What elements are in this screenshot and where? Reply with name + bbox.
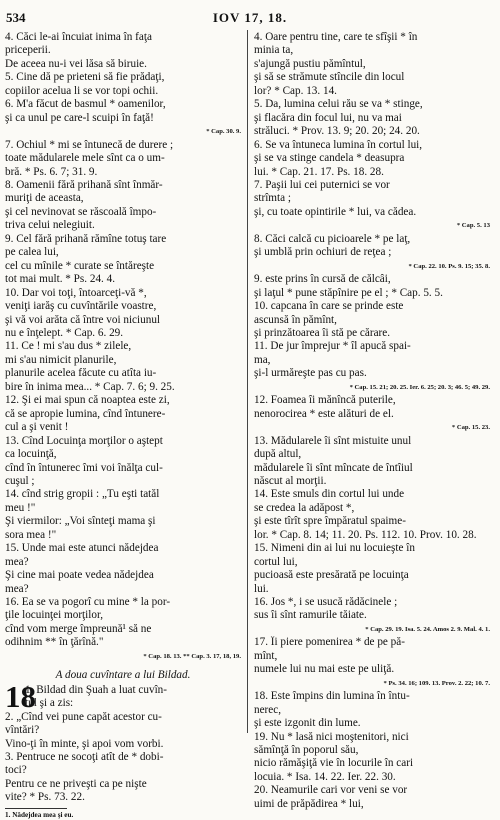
- verse-line: copiilor acelua li se vor topi ochii.: [5, 84, 159, 97]
- verse-line: 7. Paşii lui cei puternici se vor: [254, 178, 390, 191]
- verse-line: pucioasă este presărată pe locuinţa: [254, 569, 409, 582]
- verse-line: că se apropie lumina, cînd întunere-: [5, 407, 166, 420]
- verse-line: priceperii.: [5, 44, 51, 57]
- verse-line: 8. Căci calcă cu picioarele * pe laţ,: [254, 232, 411, 245]
- verse-line: triva celui nelegiuit.: [5, 219, 95, 232]
- verse-line: mădularele îi sînt mîncate de întîiul: [254, 461, 413, 474]
- verse-line: născut al morţii.: [254, 474, 327, 487]
- verse-line: 19. Nu * lasă nici moştenitori, nici: [254, 730, 409, 743]
- verse-line: 13. Cînd Locuinţa morţilor o aştept: [5, 434, 163, 447]
- cross-reference: * Cap. 18. 13. ** Cap. 3. 17, 18, 19.: [143, 652, 241, 660]
- verse-line: lui.: [254, 582, 269, 595]
- verse-line: pe calea lui,: [5, 246, 59, 259]
- verse-line: cuşul ;: [5, 474, 35, 487]
- footnote: 1. Nădejdea mea şi eu.: [5, 810, 74, 819]
- verse-line: 17. Îi piere pomenirea * de pe pă-: [254, 636, 405, 649]
- verse-line: nenorocirea * este alături de el.: [254, 407, 394, 420]
- column-divider: [247, 30, 248, 733]
- verse-line: 3. Pentruce ne socoţi atît de * dobi-: [5, 751, 164, 764]
- verse-line: şi, cu toate opintirile * lui, va cădea.: [254, 205, 417, 218]
- cross-reference: * Ps. 34. 16; 109. 13. Prov. 2. 22; 10. 7.: [383, 679, 490, 687]
- verse-line: se credea la adăpost *,: [254, 501, 355, 514]
- verse-line: ma,: [254, 353, 271, 366]
- verse-line: lor. * Cap. 8. 14; 11. 20. Ps. 112. 10. Prov. 10. 28.: [254, 528, 477, 541]
- verse-block: [5, 139, 241, 650]
- verse-line: cînd vom merge împreună¹ să ne: [5, 622, 152, 635]
- verse-line: după altul,: [254, 448, 302, 461]
- verse-line: uimi de prăpădirea * lui,: [254, 797, 364, 810]
- verse-line: nicio rămăşiţă vie în locurile în cari: [254, 757, 414, 770]
- verse-line: sora mea !": [5, 528, 57, 541]
- verse-line: 4. Căci le-ai încuiat inima în faţa: [5, 31, 152, 43]
- cross-reference: * Cap. 5. 13: [456, 222, 490, 230]
- left-column: [5, 31, 241, 820]
- verse-line: Şi cine mai poate vedea nădejdea: [5, 569, 154, 582]
- verse-line: lui. * Cap. 21. 17. Ps. 18. 28.: [254, 165, 384, 178]
- verse-line: şi este tîrît spre împăratul spaime-: [254, 515, 406, 528]
- verse-block: [5, 678, 241, 714]
- footnote-divider: [5, 808, 67, 809]
- verse-line: ca locuinţă,: [5, 448, 57, 461]
- verse-line: Pentru ce ne priveşti ca pe nişte: [5, 777, 147, 790]
- verse-line: 9. este prins în cursă de călcâi,: [254, 273, 391, 286]
- chapter-start: [5, 678, 241, 714]
- verse-line: 1. Bildad din Şuah a luat cuvîn-: [25, 683, 167, 696]
- verse-line: toate mădularele mele sînt ca o um-: [5, 152, 165, 165]
- verse-line: toci?: [5, 764, 27, 777]
- verse-line: strîmta ;: [254, 192, 291, 205]
- verse-line: străluci. * Prov. 13. 9; 20. 20; 24. 20.: [254, 125, 420, 138]
- verse-line: cortul lui,: [254, 555, 298, 568]
- verse-line: şi prinzătoarea îi stă pe cărare.: [254, 326, 391, 339]
- verse-line: mea?: [5, 555, 29, 568]
- verse-line: meu !": [5, 501, 36, 514]
- verse-line: mînt,: [254, 649, 278, 662]
- verse-line: minia ta,: [254, 44, 294, 57]
- verse-line: şi cel nevinovat se răscoală împo-: [5, 205, 157, 218]
- verse-block: [5, 711, 241, 805]
- running-head: IOV 17, 18.: [212, 10, 288, 25]
- verse-line: nerec,: [254, 703, 282, 716]
- verse-line: tul şi a zis:: [25, 697, 74, 710]
- verse-line: şi să se strămute stîncile din locul: [254, 71, 405, 84]
- verse-line: 15. Unde mai este atunci nădejdea: [5, 542, 159, 555]
- verse-line: bră. * Ps. 6. 7; 31. 9.: [5, 165, 98, 178]
- verse-line: 4. Oare pentru tine, care te sfîşii * în: [254, 31, 418, 43]
- verse-line: ascunsă în pămînt,: [254, 313, 337, 326]
- verse-line: cul a şi venit !: [5, 421, 69, 434]
- verse-line: tot mai mult. * Ps. 24. 4.: [5, 273, 116, 286]
- verse-line: 12. Foamea îi mănîncă puterile,: [254, 394, 396, 407]
- verse-line: şi flacăra din focul lui, nu va mai: [254, 111, 402, 124]
- verse-line: Vino-ţi în minte, şi apoi vom vorbi.: [5, 737, 164, 750]
- verse-line: 9. Cel fără prihană rămîne totuş tare: [5, 232, 167, 245]
- verse-line: 10. Dar voi toţi, întoarceţi-vă *,: [5, 286, 147, 299]
- verse-line: sus îi sînt ramurile tăiate.: [254, 609, 367, 622]
- verse-line: 10. capcana în care se prinde este: [254, 300, 404, 313]
- verse-block: [254, 31, 490, 811]
- verse-line: şi vă voi arăta că între voi niciunul: [5, 313, 161, 326]
- section-heading: A doua cuvîntare a lui Bildad.: [55, 669, 191, 682]
- verse-line: şi ca unul pe care-l scuipi în faţă!: [5, 111, 154, 124]
- verse-line: lor? * Cap. 13. 14.: [254, 84, 337, 97]
- verse-line: locuia. * Isa. 14. 22. Ier. 22. 30.: [254, 770, 396, 783]
- cross-reference: * Cap. 15. 21; 20. 25. Ier. 6. 25; 20. 3; 46. 5; 49. 29.: [349, 383, 490, 391]
- verse-line: 20. Neamurile cari vor veni se vor: [254, 784, 408, 797]
- page-number: 534: [6, 10, 26, 25]
- verse-line: De aceea nu-i vei lăsa să biruie.: [5, 57, 147, 70]
- verse-line: 6. M'a făcut de basmul * oamenilor,: [5, 98, 166, 111]
- verse-line: cel cu mînile * curate se întăreşte: [5, 259, 155, 272]
- cross-reference: * Cap. 30. 9.: [206, 128, 241, 136]
- verse-line: numele lui nu mai este pe uliţă.: [254, 663, 395, 676]
- verse-line: şi este izgonit din lume.: [254, 717, 361, 730]
- verse-line: 15. Nimeni din ai lui nu locuieşte în: [254, 542, 415, 555]
- verse-block: [5, 31, 241, 125]
- verse-line: 14. Este smuls din cortul lui unde: [254, 488, 405, 501]
- verse-line: şi laţul * pune stăpînire pe el ; * Cap. 5. 5.: [254, 286, 443, 299]
- verse-line: bire în inima mea... * Cap. 7. 6; 9. 25.: [5, 380, 175, 393]
- verse-line: ţile locuinţei morţilor,: [5, 609, 104, 622]
- verse-line: mi s'au nimicit planurile,: [5, 353, 117, 366]
- verse-line: mea?: [5, 582, 29, 595]
- verse-line: 8. Oamenii fără prihană sînt înmăr-: [5, 178, 163, 191]
- verse-line: s'ajungă pustiu pămîntul,: [254, 57, 366, 70]
- verse-line: 5. Da, lumina celui rău se va * stinge,: [254, 98, 423, 111]
- verse-line: Şi viermilor: „Voi sînteţi mama şi: [5, 515, 156, 528]
- verse-line: nu e înţelept. * Cap. 6. 29.: [5, 326, 124, 339]
- verse-line: sămînţă în poporul său,: [254, 744, 359, 757]
- verse-line: vîntări?: [5, 724, 40, 737]
- right-column: [254, 31, 490, 811]
- cross-reference: * Cap. 29. 19. Isa. 5. 24. Amos 2. 9. Mal. 4. 1.: [365, 625, 490, 633]
- verse-line: 12. Şi ei mai spun că noaptea este zi,: [5, 394, 170, 407]
- cross-reference: * Cap. 15. 23.: [451, 424, 490, 432]
- verse-line: 16. Ea se va pogorî cu mine * la por-: [5, 596, 171, 609]
- cross-reference: * Cap. 22. 10. Ps. 9. 15; 35. 8.: [408, 262, 490, 270]
- verse-line: 11. De jur împrejur * îl apucă spai-: [254, 340, 411, 353]
- verse-line: 5. Cine dă pe prieteni să fie prădaţi,: [5, 71, 165, 84]
- verse-line: şi umblă prin ochiuri de reţea ;: [254, 246, 392, 259]
- verse-line: 16. Jos *, i se usucă rădăcinele ;: [254, 596, 398, 609]
- verse-line: şi se va stinge candela * deasupra: [254, 152, 405, 165]
- verse-line: muriţi de aceasta,: [5, 192, 84, 205]
- verse-line: odihnim ** în ţărînă.": [5, 636, 104, 649]
- verse-line: vite? * Ps. 73. 22.: [5, 791, 85, 804]
- verse-line: 18. Este împins din lumina în întu-: [254, 690, 410, 703]
- verse-line: şi-l urmăreşte pas cu pas.: [254, 367, 367, 380]
- verse-line: 2. „Cînd vei pune capăt acestor cu-: [5, 710, 162, 723]
- verse-line: cînd în întunerec îmi voi înălţa cul-: [5, 461, 163, 474]
- verse-line: 11. Ce ! mi s'au dus * zilele,: [5, 340, 132, 353]
- verse-line: 13. Mădularele îi sînt mistuite unul: [254, 434, 412, 447]
- chapter-number: 18: [5, 678, 36, 714]
- verse-line: 7. Ochiul * mi se întunecă de durere ;: [5, 138, 174, 151]
- page-header: [6, 10, 494, 28]
- verse-line: 14. cînd strig gropii : „Tu eşti tatăl: [5, 488, 160, 501]
- verse-line: 6. Se va întuneca lumina în cortul lui,: [254, 138, 423, 151]
- verse-line: veniţi iarăş cu cuvîntările voastre,: [5, 300, 157, 313]
- verse-line: planurile acelea făcute cu atîta iu-: [5, 367, 157, 380]
